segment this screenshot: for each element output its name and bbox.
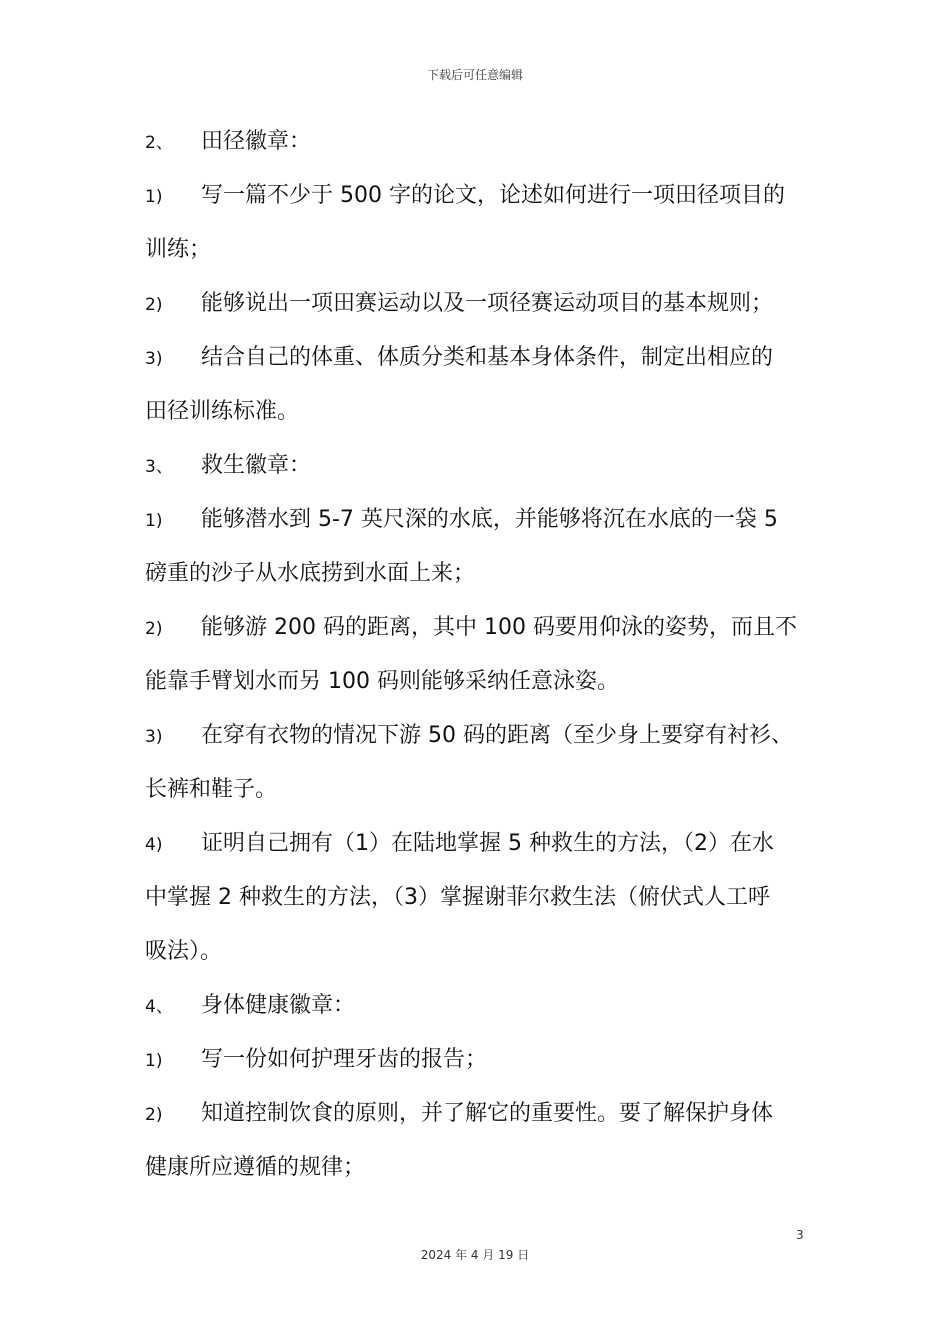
item-number: 3): [145, 727, 163, 747]
document-body: [145, 115, 825, 1195]
section-heading: [145, 439, 825, 493]
list-item: [145, 169, 825, 223]
list-item-continuation: [145, 223, 825, 277]
item-text: 训练；: [145, 237, 212, 262]
page-footer-date: 2024 年 4 月 19 日: [420, 1248, 530, 1262]
item-text: 能够说出一项田赛运动以及一项径赛运动项目的基本规则；: [201, 291, 774, 316]
list-item-continuation: [145, 385, 825, 439]
item-text: 长裤和鞋子。: [145, 777, 278, 802]
section-number: 2、: [145, 133, 173, 153]
list-item-continuation: [145, 763, 825, 817]
item-text: 能够潜水到 5-7 英尺深的水底，并能够将沉在水底的一袋 5: [201, 507, 778, 532]
item-number: 3): [145, 349, 163, 369]
item-text: 在穿有衣物的情况下游 50 码的距离（至少身上要穿有衬衫、: [201, 723, 793, 748]
section-heading: [145, 979, 825, 1033]
list-item-continuation: [145, 547, 825, 601]
item-text: 吸法）。: [145, 939, 223, 964]
item-text: 能够游 200 码的距离，其中 100 码要用仰泳的姿势，而且不: [201, 615, 797, 640]
list-item-continuation: [145, 1141, 825, 1195]
section-title: 田径徽章：: [201, 129, 312, 154]
section-heading: [145, 115, 825, 169]
list-item: [145, 493, 825, 547]
list-item-continuation: [145, 871, 825, 925]
item-number: 2): [145, 295, 163, 315]
list-item: [145, 331, 825, 385]
page-header: 下载后可任意编辑: [426, 68, 523, 82]
list-item: [145, 817, 825, 871]
list-item: [145, 709, 825, 763]
item-number: 1): [145, 187, 163, 207]
list-item: [145, 1087, 825, 1141]
item-text: 结合自己的体重、体质分类和基本身体条件，制定出相应的: [201, 345, 774, 370]
list-item: [145, 277, 825, 331]
list-item: [145, 1033, 825, 1087]
item-number: 1): [145, 511, 163, 531]
item-text: 田径训练标准。: [145, 399, 300, 424]
section-number: 3、: [145, 457, 173, 477]
list-item: [145, 601, 825, 655]
item-number: 2): [145, 619, 163, 639]
section-title: 身体健康徽章：: [201, 993, 356, 1018]
page-number: 3: [796, 1228, 804, 1242]
list-item-continuation: [145, 925, 825, 979]
item-number: 4): [145, 835, 163, 855]
section-number: 4、: [145, 997, 173, 1017]
item-number: 2): [145, 1105, 163, 1125]
item-number: 1): [145, 1051, 163, 1071]
item-text: 写一篇不少于 500 字的论文，论述如何进行一项田径项目的: [201, 183, 785, 208]
item-text: 知道控制饮食的原则，并了解它的重要性。要了解保护身体: [201, 1101, 774, 1126]
item-text: 健康所应遵循的规律；: [145, 1155, 366, 1180]
item-text: 中掌握 2 种救生的方法，（3）掌握谢菲尔救生法（俯伏式人工呼: [145, 885, 770, 910]
item-text: 磅重的沙子从水底捞到水面上来；: [145, 561, 476, 586]
section-title: 救生徽章：: [201, 453, 312, 478]
item-text: 写一份如何护理牙齿的报告；: [201, 1047, 488, 1072]
item-text: 证明自己拥有（1）在陆地掌握 5 种救生的方法，（2）在水: [201, 831, 774, 856]
item-text: 能靠手臂划水而另 100 码则能够采纳任意泳姿。: [145, 669, 619, 694]
list-item-continuation: [145, 655, 825, 709]
